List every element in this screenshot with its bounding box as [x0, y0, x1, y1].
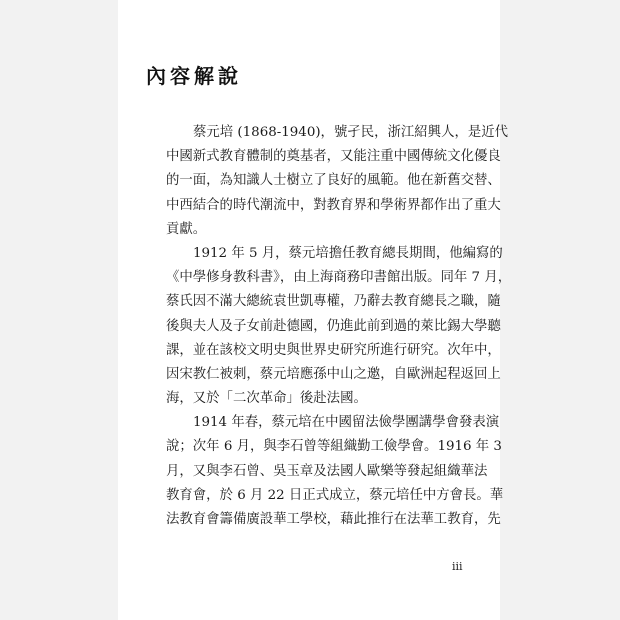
paragraph: [166, 242, 512, 411]
text-line: 課，並在該校文明史與世界史研究所進行研究。次年中，: [166, 342, 501, 358]
text-line: 說；次年 6 月，與李石曾等組織勤工儉學會。1916 年 3: [166, 439, 502, 455]
text-line: 月，又與李石曾、吳玉章及法國人歐樂等發起組織華法: [166, 463, 488, 479]
text-line: 《中學修身教科書》，由上海商務印書館出版。同年 7 月，: [166, 270, 512, 286]
page-title: 內容解說: [146, 64, 242, 88]
text-line: 後與夫人及子女前赴德國，仍進此前到過的萊比錫大學聽: [166, 318, 501, 334]
text-line: 中西結合的時代潮流中，對教育界和學術界都作出了重大: [166, 197, 501, 213]
text-line: 蔡氏因不滿大總統袁世凱專權，乃辭去教育總長之職，隨: [166, 294, 501, 310]
page-number: iii: [452, 560, 463, 573]
text-line: 海，又於「二次革命」後赴法國。: [166, 391, 367, 407]
text-line: 因宋教仁被刺，蔡元培應孫中山之邀，自歐洲起程返回上: [166, 366, 501, 382]
text-line: 1912 年 5 月，蔡元培擔任教育總長期間，他編寫的: [193, 245, 503, 261]
paragraph: [166, 121, 509, 242]
text-line: 教育會，於 6 月 22 日正式成立，蔡元培任中方會長。華: [166, 487, 504, 503]
body-text: [166, 121, 512, 532]
paragraph: [166, 411, 504, 532]
text-line: 蔡元培 (1868-1940)，號孑民，浙江紹興人，是近代: [193, 125, 509, 140]
text-line: 中國新式教育體制的奠基者，又能注重中國傳統文化優良: [166, 149, 501, 165]
text-line: 的一面，為知識人士樹立了良好的風範。他在新舊交替、: [166, 173, 501, 189]
text-line: 貢獻。: [166, 221, 207, 237]
text-line: 法教育會籌備廣設華工學校，藉此推行在法華工教育，先: [166, 512, 501, 527]
text-line: 1914 年春，蔡元培在中國留法儉學團講學會發表演: [193, 415, 500, 431]
